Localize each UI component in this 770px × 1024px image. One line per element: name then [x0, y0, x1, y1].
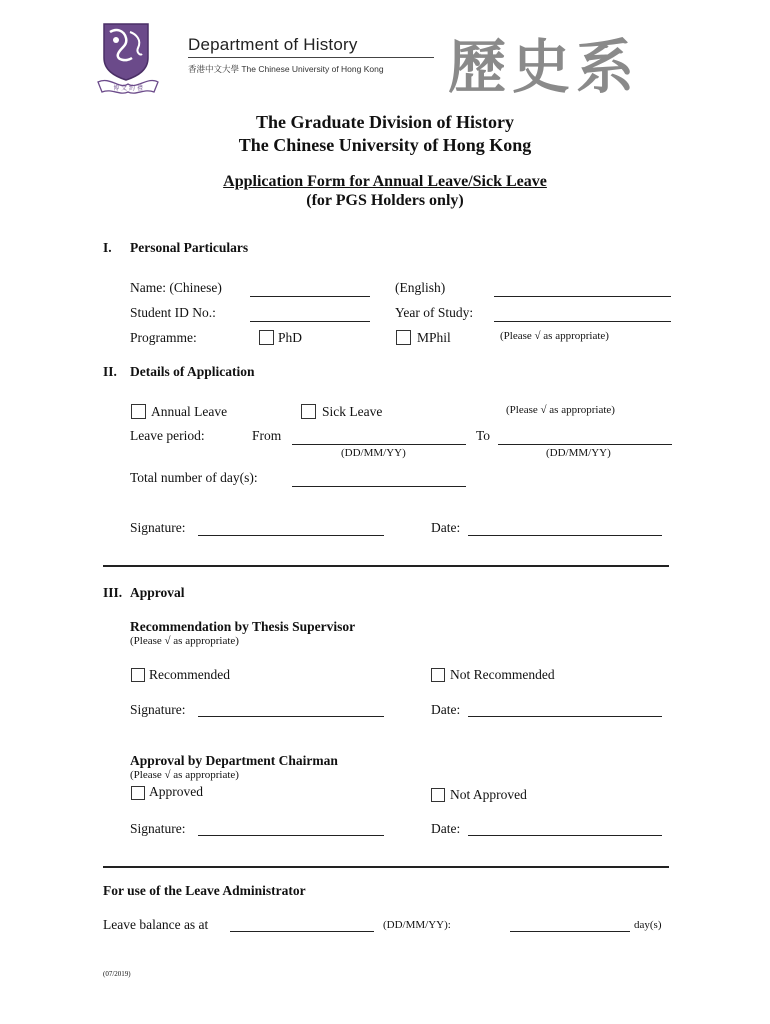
programme-note: (Please √ as appropriate) — [500, 330, 609, 342]
header-rule — [188, 57, 434, 58]
phd-label: PhD — [278, 330, 303, 345]
supervisor-date-label: Date: — [431, 702, 461, 717]
recommended-checkbox[interactable] — [131, 668, 145, 682]
total-days-field[interactable] — [292, 486, 466, 487]
sick-leave-label: Sick Leave — [322, 404, 383, 419]
name-chinese-label: Name: (Chinese) — [130, 280, 222, 295]
programme-label: Programme: — [130, 330, 197, 345]
from-date-format: (DD/MM/YY) — [341, 447, 406, 459]
leave-type-note: (Please √ as appropriate) — [506, 404, 615, 416]
section1-numeral: I. — [103, 240, 112, 255]
page-title-line2: The Chinese University of Hong Kong — [238, 135, 532, 155]
applicant-signature-field[interactable] — [198, 535, 384, 536]
section-divider — [103, 565, 669, 567]
recommended-label: Recommended — [149, 667, 230, 682]
approved-label: Approved — [149, 784, 203, 799]
section3-numeral: III. — [103, 585, 123, 600]
supervisor-signature-field[interactable] — [198, 716, 384, 717]
from-label: From — [252, 428, 282, 443]
to-date-format: (DD/MM/YY) — [546, 447, 611, 459]
not-approved-checkbox[interactable] — [431, 788, 445, 802]
not-approved-label: Not Approved — [450, 787, 527, 802]
approved-checkbox[interactable] — [131, 786, 145, 800]
not-recommended-checkbox[interactable] — [431, 668, 445, 682]
chairman-date-label: Date: — [431, 821, 461, 836]
to-date-field[interactable] — [498, 444, 672, 445]
name-english-label: (English) — [395, 280, 446, 295]
supervisor-date-field[interactable] — [468, 716, 662, 717]
leave-balance-label: Leave balance as at — [103, 917, 209, 932]
applicant-signature-label: Signature: — [130, 520, 186, 535]
name-english-field[interactable] — [494, 296, 671, 297]
supervisor-signature-label: Signature: — [130, 702, 186, 717]
page-title-line1: The Graduate Division of History — [255, 112, 514, 132]
admin-divider — [103, 866, 669, 868]
form-version: (07/2019) — [103, 970, 131, 978]
applicant-date-label: Date: — [431, 520, 461, 535]
to-label: To — [476, 428, 491, 443]
year-of-study-label: Year of Study: — [395, 305, 474, 320]
annual-leave-checkbox[interactable] — [131, 404, 146, 419]
mphil-label: MPhil — [417, 330, 451, 345]
chairman-note: (Please √ as appropriate) — [130, 769, 239, 781]
from-date-field[interactable] — [292, 444, 466, 445]
applicant-date-field[interactable] — [468, 535, 662, 536]
form-title: Application Form for Annual Leave/Sick Leave — [223, 173, 547, 190]
cuhk-crest-logo — [96, 18, 162, 98]
chairman-heading: Approval by Department Chairman — [130, 753, 338, 768]
leave-balance-date-format: (DD/MM/YY): — [383, 919, 451, 931]
chairman-date-field[interactable] — [468, 835, 662, 836]
chinese-calligraphy-title: 歷史系 — [448, 33, 641, 101]
section2-heading: Details of Application — [130, 364, 255, 379]
section2-numeral: II. — [103, 364, 117, 379]
chairman-signature-label: Signature: — [130, 821, 186, 836]
svg-text:博 文 約 禮: 博 文 約 禮 — [113, 85, 143, 92]
year-of-study-field[interactable] — [494, 321, 671, 322]
not-recommended-label: Not Recommended — [450, 667, 555, 682]
department-name: Department of History — [188, 35, 358, 54]
section3-heading: Approval — [130, 585, 185, 600]
total-days-label: Total number of day(s): — [130, 470, 258, 485]
phd-checkbox[interactable] — [259, 330, 274, 345]
leave-balance-date-field[interactable] — [230, 931, 374, 932]
form-subtitle: (for PGS Holders only) — [306, 192, 464, 209]
chairman-signature-field[interactable] — [198, 835, 384, 836]
mphil-checkbox[interactable] — [396, 330, 411, 345]
leave-period-label: Leave period: — [130, 428, 205, 443]
admin-heading: For use of the Leave Administrator — [103, 883, 306, 898]
annual-leave-label: Annual Leave — [151, 404, 228, 419]
university-line: 香港中文大學 The Chinese University of Hong Kong — [188, 64, 384, 74]
student-id-field[interactable] — [250, 321, 370, 322]
name-chinese-field[interactable] — [250, 296, 370, 297]
leave-balance-days-field[interactable] — [510, 931, 630, 932]
days-label: day(s) — [634, 919, 662, 931]
sick-leave-checkbox[interactable] — [301, 404, 316, 419]
supervisor-heading: Recommendation by Thesis Supervisor — [130, 619, 356, 634]
section1-heading: Personal Particulars — [130, 240, 249, 255]
supervisor-note: (Please √ as appropriate) — [130, 635, 239, 647]
student-id-label: Student ID No.: — [130, 305, 216, 320]
